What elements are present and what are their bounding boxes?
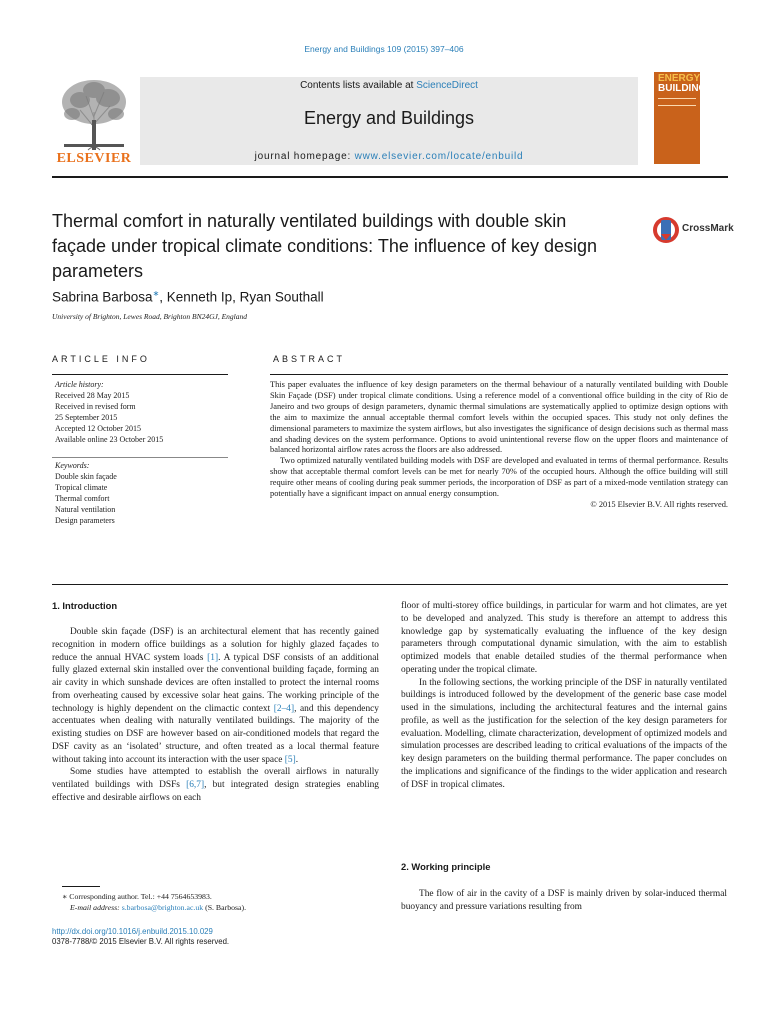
author-affiliation: University of Brighton, Lewes Road, Brighton BN24GJ, England xyxy=(52,312,247,321)
homepage-link[interactable]: www.elsevier.com/locate/enbuild xyxy=(354,151,524,162)
citation-link[interactable]: [6,7] xyxy=(186,780,205,790)
crossmark-label[interactable]: CrossMark xyxy=(682,223,734,234)
article-history xyxy=(55,379,231,445)
contents-prefix: Contents lists available at xyxy=(300,80,417,91)
keyword-item: Thermal comfort xyxy=(55,494,110,503)
citation-link[interactable]: [2–4] xyxy=(273,703,295,714)
header-divider xyxy=(52,176,728,178)
footnote-text: Corresponding author. Tel.: +44 7564653983. xyxy=(69,892,212,901)
section-heading-working-principle: 2. Working principle xyxy=(401,861,491,872)
author-rest: , Kenneth Ip, Ryan Southall xyxy=(159,289,324,305)
email-label: E-mail address: xyxy=(70,903,120,912)
footnote xyxy=(62,891,246,913)
abstract-heading: ABSTRACT xyxy=(273,354,346,364)
author-first: Sabrina Barbosa xyxy=(52,289,153,305)
cover-title-line2: BUILDINGS xyxy=(658,83,713,94)
citation-link[interactable]: [5] xyxy=(284,754,296,765)
cover-title-line1: ENERGY xyxy=(658,73,701,84)
footnote-divider xyxy=(62,886,100,887)
body-paragraph: The flow of air in the cavity of a DSF is mainly driven by solar-induced thermal buoyancy and pressure variations resulting from xyxy=(401,889,727,912)
text-run: . A typical DSF consists of an additional fully glazed external skin installed over the conventional building façade, forming an air cavity in which sunshade devices are often installed to protect the internal rooms from overheating caused by excessive solar heat gains. The working principle of the technology is highly dependent on the climactic context xyxy=(52,652,379,714)
contents-line xyxy=(140,80,638,91)
text-run: . xyxy=(295,754,299,765)
keyword-item: Tropical climate xyxy=(55,483,108,492)
keyword-item: Double skin façade xyxy=(55,472,117,481)
article-info-divider xyxy=(52,374,228,375)
abstract-body xyxy=(270,380,728,511)
journal-homepage xyxy=(140,151,638,162)
text-run: , and this dependency accentuates when dealing with naturally ventilated buildings. The majority of the existing studies on DSF are however based on air-conditioned models that regard the DSF cavity as an ‘isolated’ structure, and often treated as a local thermal feature without taking into account its interaction with the user space xyxy=(52,703,379,765)
body-paragraph: floor of multi-storey office buildings, in particular for warm and hot climates, are yet to be developed and analyzed. This study is therefore an attempt to address this knowledge gap by systematically evaluating the influence of the key design parameters through computational dynamic simulation, with the aim to establish optimized models that enable detailed studies of the thermal performance when operating under the tropical climate. xyxy=(401,601,727,675)
keywords-label: Keywords: xyxy=(55,461,90,470)
body-paragraph: In the following sections, the working principle of the DSF in naturally ventilated buildings is introduced followed by the development of the generic base case model used in the simulations, including the architectural features and the internal gains profile, as well as the justification for the selection of the key design parameters for evaluation. Modelling, climate characterization, development of optimized models and simulation processes are described leading to critical evaluations of the impacts of the key design parameters on the building thermal performance. The paper concludes on the implications and significance of the findings to the wider application and research of DSF in tropical climates. xyxy=(401,677,727,790)
body-paragraph xyxy=(52,766,379,804)
abstract-copyright: © 2015 Elsevier B.V. All rights reserved. xyxy=(590,499,728,509)
body-column-right xyxy=(401,600,727,791)
history-item: Accepted 12 October 2015 xyxy=(55,424,141,433)
footnote-email xyxy=(62,902,246,913)
issn-copyright: 0378-7788/© 2015 Elsevier B.V. All rights reserved. xyxy=(52,937,230,946)
abstract-paragraph: This paper evaluates the influence of key design parameters on the thermal behaviour of a naturally ventilated building with Double Skin Façade (DSF) under tropical climate conditions. Using a reference model of a conventional office building in the city of Rio de Janeiro and two groups of design parameters, dynamic thermal simulations are systematically applied to optimize design options with the aim to maximize the annual acceptable thermal comfort levels within the occupied spaces. This study not only defines the dimensional parameters to maximize the system airflows, but also investigates the significance of design decisions such as thermal mass and shading devices on the system performance. Options to avoid unintentional reverse flow on the upper floors and maintenance of balanced horizontal airflow rates across the floors are also addressed. xyxy=(270,380,728,455)
email-link[interactable]: s.barbosa@brighton.ac.uk xyxy=(121,903,204,912)
journal-cover-thumbnail[interactable] xyxy=(654,72,713,164)
keywords xyxy=(55,460,231,526)
history-label: Article history: xyxy=(55,380,104,389)
article-info-heading: ARTICLE INFO xyxy=(52,354,150,364)
abstract-divider xyxy=(270,374,728,375)
history-item: Received 28 May 2015 xyxy=(55,391,130,400)
text-run: Double skin façade (DSF) is an architectural element that has recently gained recognition in modern office buildings as a solution for highly glazed façades to reduce the annual HVAC system loads xyxy=(52,627,379,663)
footnote-corresponding xyxy=(62,891,246,902)
body-paragraph xyxy=(52,626,379,766)
corresponding-author-marker[interactable]: ∗ xyxy=(152,289,160,298)
history-item: Available online 23 October 2015 xyxy=(55,435,164,444)
body-column-left xyxy=(52,626,379,805)
email-suffix: (S. Barbosa). xyxy=(203,903,247,912)
abstract-paragraph: Two optimized naturally ventilated building models with DSF are developed and evaluated in terms of thermal performance. Results show that acceptable thermal comfort levels can be met for nearly 70% of the occupied hours. Although the office building will still require other means of cooling during peak summer periods, the incorporation of DSF as part of a mixed-mode ventilation strategy can potentially have a significant impact on annual energy consumption. xyxy=(270,456,728,499)
publisher-logo-text: ELSEVIER xyxy=(56,151,132,166)
history-item: 25 September 2015 xyxy=(55,413,118,422)
body-divider xyxy=(52,584,728,585)
section-heading-introduction: 1. Introduction xyxy=(52,600,118,611)
journal-name: Energy and Buildings xyxy=(303,108,475,128)
journal-reference[interactable]: Energy and Buildings 109 (2015) 397–406 xyxy=(304,44,464,54)
keyword-item: Design parameters xyxy=(55,516,115,525)
doi-block xyxy=(52,927,229,947)
keywords-divider xyxy=(52,457,228,458)
sciencedirect-link[interactable]: ScienceDirect xyxy=(416,80,478,91)
article-title: Thermal comfort in naturally ventilated buildings with double skin façade under tropical climate conditions: The influence of key design parameters xyxy=(52,211,597,281)
footnote-marker: ∗ xyxy=(62,892,68,901)
keyword-item: Natural ventilation xyxy=(55,505,116,514)
doi-link[interactable]: http://dx.doi.org/10.1016/j.enbuild.2015.10.029 xyxy=(52,927,213,936)
author-list xyxy=(52,289,324,305)
history-item: Received in revised form xyxy=(55,402,136,411)
citation-link[interactable]: [1] xyxy=(207,652,219,663)
homepage-prefix: journal homepage: xyxy=(254,151,355,162)
text-run: , but integrated design strategies enabling effective and desirable airflows on each xyxy=(52,780,379,803)
body-column-right-continued xyxy=(401,888,727,914)
cover-decoration xyxy=(658,98,696,106)
text-run: Some studies have attempted to establish the overall airflows in naturally ventilated buildings with DSFs xyxy=(52,767,379,790)
